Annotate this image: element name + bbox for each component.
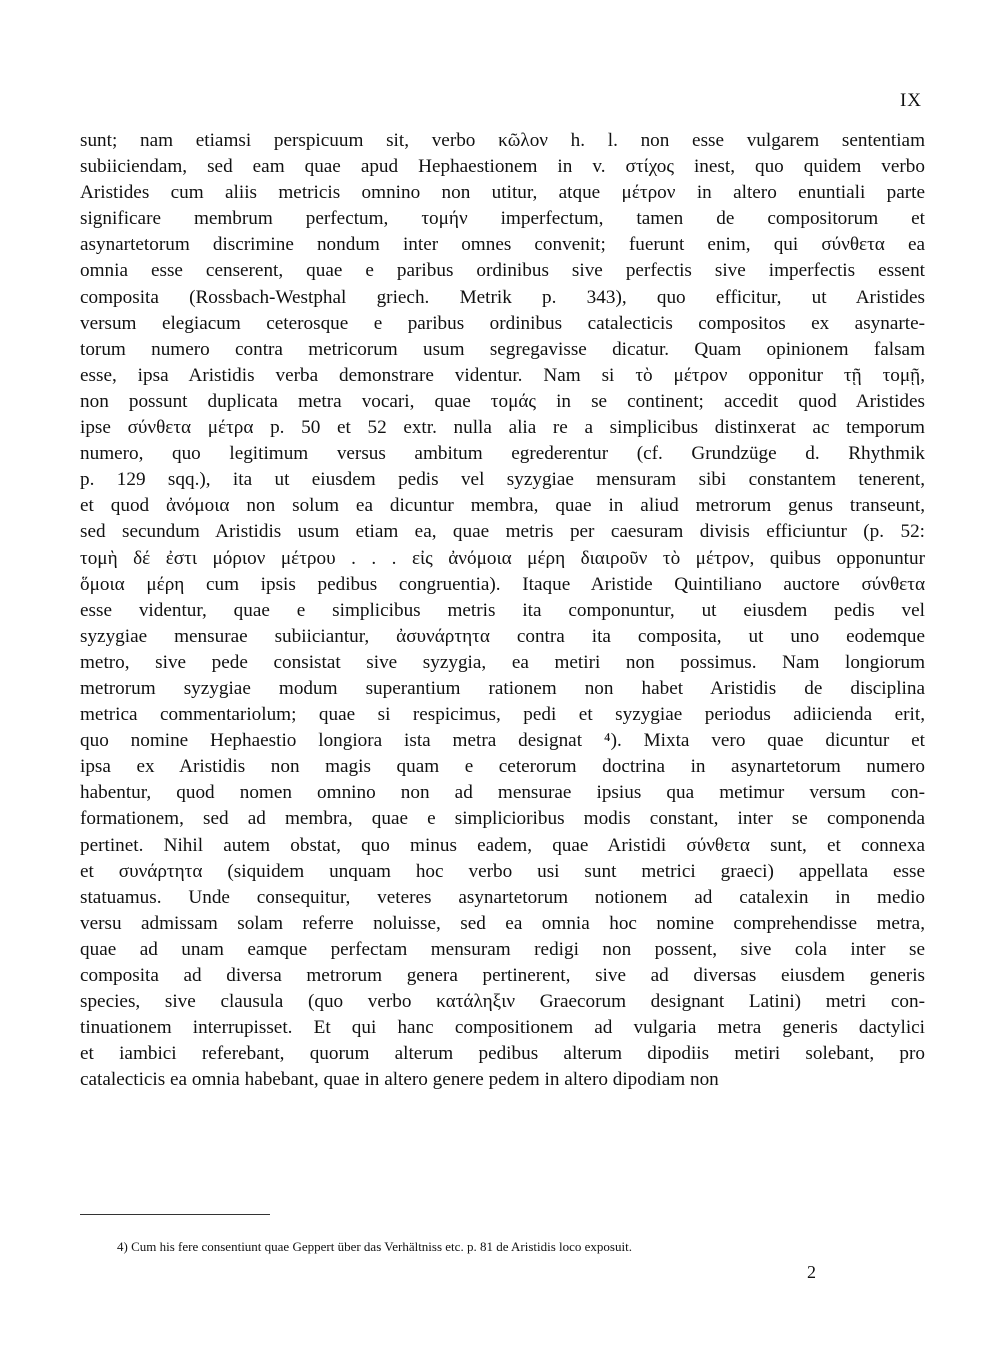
- text-line: significare membrum perfectum, τομήν imperfectum, tamen de compositorum et: [80, 208, 925, 230]
- text-line: statuamus. Unde consequitur, veteres asynartetorum notionem ad catalexin in medio: [80, 886, 925, 908]
- text-line: et συνάρτητα (siquidem unquam hoc verbo usi sunt metrici graeci) appellata esse: [80, 860, 925, 882]
- text-line: metro, sive pede consistat sive syzygia, ea metiri non possimus. Nam longiorum: [80, 651, 925, 673]
- text-line: numero, quo legitimum versus ambitum egrederentur (cf. Grundzüge d. Rhythmik: [80, 443, 925, 465]
- text-line: habentur, quod nomen omnino non ad mensurae ipsius qua metimur versum con-: [80, 782, 925, 804]
- text-line: pertinet. Nihil autem obstat, quo minus eadem, quae Aristidi σύνθετα sunt, et connexa: [80, 834, 925, 856]
- text-line: species, sive clausula (quo verbo κατάληξιν Graecorum designant Latini) metri con-: [80, 991, 925, 1013]
- text-line: composita (Rossbach-Westphal griech. Metrik p. 343), quo efficitur, ut Aristides: [80, 286, 925, 308]
- text-line: metrorum syzygiae modum superantium rationem non habet Aristidis de disciplina: [80, 677, 925, 699]
- text-line: omnia esse censerent, quae e paribus ordinibus sive perfectis sive imperfectis essent: [80, 260, 925, 282]
- text-line: quo nomine Hephaestio longiora ista metra designat ⁴). Mixta vero quae dicuntur et: [80, 730, 925, 752]
- text-line: quae ad unam eamque perfectam mensuram redigi non possent, sive cola inter se: [80, 938, 925, 960]
- text-line: et iambici referebant, quorum alterum pedibus alterum dipodiis metiri solebant, pro: [80, 1043, 925, 1065]
- text-line: sunt; nam etiamsi perspicuum sit, verbo κῶλον h. l. non esse vulgarem sententiam: [80, 130, 925, 151]
- text-line: non possunt duplicata metra vocari, quae τομάς in se continent; accedit quod Aristides: [80, 390, 925, 412]
- text-line: et quod ἀνόμοια non solum ea dicuntur membra, quae in aliud metrorum genus transeunt,: [80, 495, 925, 517]
- footnote-divider: [80, 1214, 270, 1215]
- text-line: esse videntur, quae e simplicibus metris ita componuntur, ut eiusdem pedis vel: [80, 599, 925, 621]
- text-line: tinuationem interrupisset. Et qui hanc compositionem ad vulgaria metra generis dactylici: [80, 1017, 925, 1039]
- text-line: catalecticis ea omnia habebant, quae in altero genere pedem in altero dipodiam non: [80, 1069, 719, 1091]
- text-line: asynartetorum discrimine nondum inter omnes convenit; fuerunt enim, qui σύνθετα ea: [80, 234, 925, 256]
- text-line: ipse σύνθετα μέτρα p. 50 et 52 extr. nulla alia re a simplicibus distinxerat ac temporum: [80, 417, 925, 439]
- text-line: versum elegiacum ceterosque e paribus ordinibus catalecticis compositos ex asynarte-: [80, 312, 925, 334]
- text-line: ὅμοια μέρη cum ipsis pedibus congruentia). Itaque Aristide Quintiliano auctore σύνθετα: [80, 573, 925, 595]
- text-line: subiiciendam, sed eam quae apud Hephaestionem in v. στίχος inest, quo quidem verbo: [80, 156, 925, 178]
- text-line: Aristides cum aliis metricis omnino non utitur, atque μέτρον in altero enuntiali parte: [80, 182, 925, 204]
- text-line: esse, ipsa Aristidis verba demonstrare videntur. Nam si τὸ μέτρον opponitur τῇ τομῇ,: [80, 364, 925, 386]
- text-line: versu admissam solam referre noluisse, sed ea omnia hoc nomine comprehendisse metra,: [80, 912, 925, 934]
- text-line: p. 129 sqq.), ita ut eiusdem pedis vel syzygiae mensuram sibi constantem tenerent,: [80, 469, 925, 491]
- text-line: composita ad diversa metrorum genera pertinerent, sive ad diversas eiusdem generis: [80, 965, 925, 986]
- body-text: [80, 128, 925, 1093]
- text-line: sed secundum Aristidis usum etiam ea, quae metris per caesuram divisis efficiuntur (p. 52:: [80, 521, 925, 543]
- text-line: formationem, sed ad membra, quae e simplicioribus modis constant, inter se componenda: [80, 808, 925, 830]
- text-line: syzygiae mensurae subiiciantur, ἀσυνάρτητα contra ita composita, ut uno eodemque: [80, 625, 925, 647]
- text-line: metrica commentariolum; quae si respicimus, pedi et syzygiae periodus adiicienda erit,: [80, 704, 925, 726]
- signature-mark: 2: [807, 1262, 816, 1282]
- text-line: ipsa ex Aristidis non magis quam e ceterorum doctrina in asynartetorum numero: [80, 756, 925, 778]
- footnote: 4) Cum his fere consentiunt quae Geppert über das Verhältniss etc. p. 81 de Aristidis loco exposuit.: [117, 1239, 632, 1254]
- text-line: τομὴ δέ ἐστι μόριον μέτρου . . . εἰς ἀνόμοια μέρη διαιροῦν τὸ μέτρον, quibus opponuntur: [80, 547, 925, 569]
- text-line: torum numero contra metricorum usum segregavisse dicatur. Quam opinionem falsam: [80, 338, 925, 360]
- page-number: IX: [899, 90, 922, 111]
